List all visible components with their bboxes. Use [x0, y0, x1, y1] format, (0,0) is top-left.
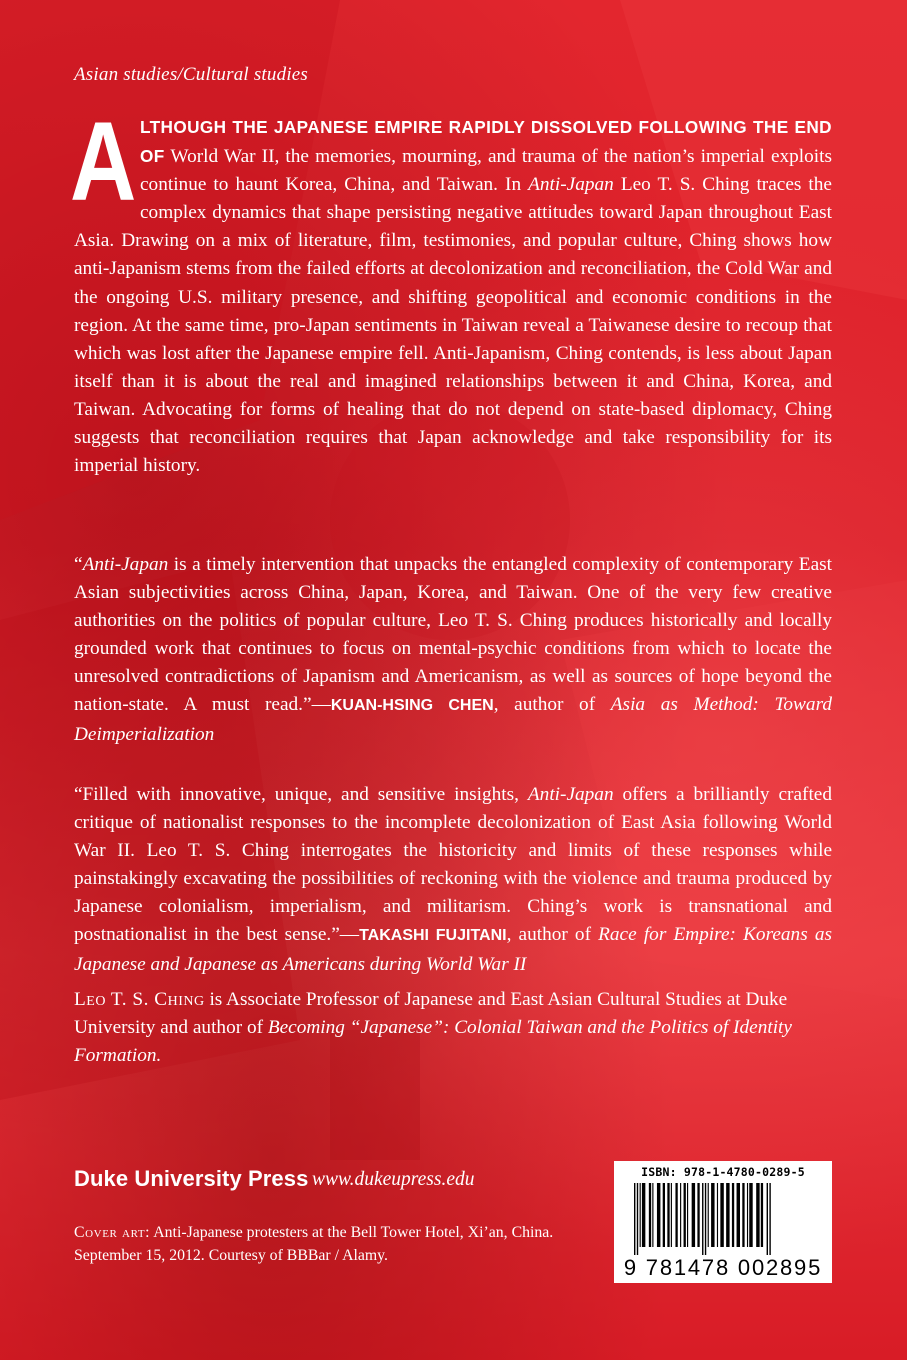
barcode-bar	[717, 1183, 718, 1247]
quote2-book: Race for Empire: Koreans as Japanese and Japanese as Americans during World War II	[74, 924, 832, 975]
barcode-bars	[628, 1183, 820, 1255]
bio-book: Becoming “Japanese”: Colonial Taiwan and the Politics of Identity Formation.	[74, 1017, 792, 1067]
bio-name: Leo T. S. Ching	[74, 989, 205, 1010]
quote2-text-1: “Filled with innovative, unique, and sensitive insights,	[74, 784, 528, 805]
quote1-title: Anti-Japan	[82, 554, 169, 575]
barcode-bar	[675, 1183, 677, 1247]
barcode-bar	[657, 1183, 660, 1247]
barcode-bar	[742, 1183, 744, 1247]
barcode-bar	[663, 1183, 665, 1247]
credit-text: Anti-Japanese protesters at the Bell Tower Hotel, Xi’an, China. September 15, 2012. Courtesy of BBBar / Alamy.	[74, 1224, 554, 1264]
barcode-bar	[702, 1183, 703, 1255]
blurb-text-2: Leo T. S. Ching traces the complex dynamics that shape persisting negative attitudes toward Japan throughout East Asia. Drawing on a mix of literature, film, testimonies, and popular culture, Ching shows how anti-Japanism stems from the failed efforts at decolonization and reconciliation, the Cold War and the ongoing U.S. military presence, and shifting geopolitical and economic conditions in the region. At the same time, pro-Japan sentiments in Taiwan reveal a Taiwanese desire to recoup that which was lost after the Japanese empire fell. Anti-Japanism, Ching contends, is less about Japan itself than it is about the real and imagined relationships between it and China, Korea, and Taiwan. Advocating for forms of healing that do not depend on state-based diplomacy, Ching suggests that reconciliation requires that Japan acknowledge and take responsibility for its imperial history.	[74, 174, 832, 477]
blurb-text-1: World War II, the memories, mourning, and trauma of the nation’s imperial exploits continue to haunt Korea, China, and Taiwan. In	[140, 146, 832, 196]
barcode-bar	[761, 1183, 763, 1247]
publisher-name: Duke University Press	[74, 1166, 309, 1191]
credit-label: Cover art:	[74, 1224, 151, 1241]
quote2-title: Anti-Japan	[527, 784, 614, 805]
quote1-author: KUAN-HSING CHEN	[330, 697, 494, 715]
quote1-open: “	[74, 554, 83, 575]
drop-cap: A	[70, 99, 137, 224]
barcode-bar	[667, 1183, 669, 1247]
barcode-bar	[671, 1183, 672, 1247]
barcode-bar	[767, 1183, 768, 1255]
barcode-digits: 9 781478 002895	[623, 1255, 823, 1280]
cover-art-credit	[74, 1221, 574, 1267]
barcode-bar	[687, 1183, 688, 1247]
blurb-title: Anti-Japan	[528, 174, 614, 196]
isbn-label: ISBN: 978-1-4780-0289-5	[641, 1165, 805, 1179]
barcode-bar	[756, 1183, 759, 1247]
barcode-bar	[637, 1183, 638, 1255]
barcode-bar	[680, 1183, 681, 1247]
barcode-bar	[652, 1183, 653, 1247]
endorsement-quote-2	[74, 781, 832, 979]
description-paragraph	[70, 99, 832, 480]
bio-text: is Associate Professor of Japanese and East Asian Cultural Studies at Duke University and author of	[74, 989, 788, 1039]
barcode-bar	[769, 1183, 770, 1255]
barcode-bar	[737, 1183, 740, 1247]
barcode-bar	[642, 1183, 645, 1247]
barcode-bar	[640, 1183, 641, 1247]
quote2-author-suffix: , author of	[506, 924, 599, 946]
endorsement-quote-1	[74, 551, 832, 749]
barcode-bar	[697, 1183, 699, 1247]
barcode-bar	[720, 1183, 723, 1247]
barcode-bar	[749, 1183, 752, 1247]
isbn-barcode	[614, 1161, 832, 1283]
quote2-author: TAKASHI FUJITANI	[359, 927, 507, 945]
publisher-website: www.dukeupress.edu	[312, 1169, 475, 1190]
lead-in-caps: LTHOUGH THE JAPANESE EMPIRE RAPIDLY DISSOLVED FOLLOWING THE END OF	[140, 117, 832, 167]
author-bio	[74, 986, 832, 1070]
barcode-bar	[708, 1183, 709, 1247]
barcode-bar	[634, 1183, 635, 1255]
barcode-bar	[692, 1183, 695, 1247]
barcode-bar	[711, 1183, 714, 1247]
barcode-bar	[747, 1183, 748, 1247]
quote2-text-2: offers a brilliantly crafted critique of nationalist responses to the incomplete decolonization of East Asia following World War II. Leo T. S. Ching interrogates the historicity and limits of these responses while painstakingly excavating the possibilities of reckoning with the violence and trauma produced by Japanese colonialism, imperialism, and militarism. Ching’s work is transnational and postnationalist in the best sense.”—	[74, 784, 832, 946]
barcode-bar	[726, 1183, 729, 1247]
barcode-bar	[705, 1183, 706, 1255]
quote1-author-suffix: , author of	[493, 694, 611, 716]
barcode-bar	[732, 1183, 734, 1247]
quote1-book: Asia as Method: Toward Deimperialization	[74, 694, 832, 745]
quote1-text: is a timely intervention that unpacks the entangled complexity of contemporary East Asian subjectivities across China, Japan, Korea, and Taiwan. One of the very few creative authorities on the politics of popular culture, Leo T. S. Ching produces historically and locally grounded work that continues to focus on mental-psychic conditions from which to locate the unresolved contradictions of Japanism and Americanism, as well as sources of hope beyond the nation-state. A must read.”—	[74, 554, 832, 716]
barcode-bar	[649, 1183, 651, 1247]
barcode-bar	[684, 1183, 686, 1247]
subject-category: Asian studies/Cultural studies	[74, 64, 309, 85]
